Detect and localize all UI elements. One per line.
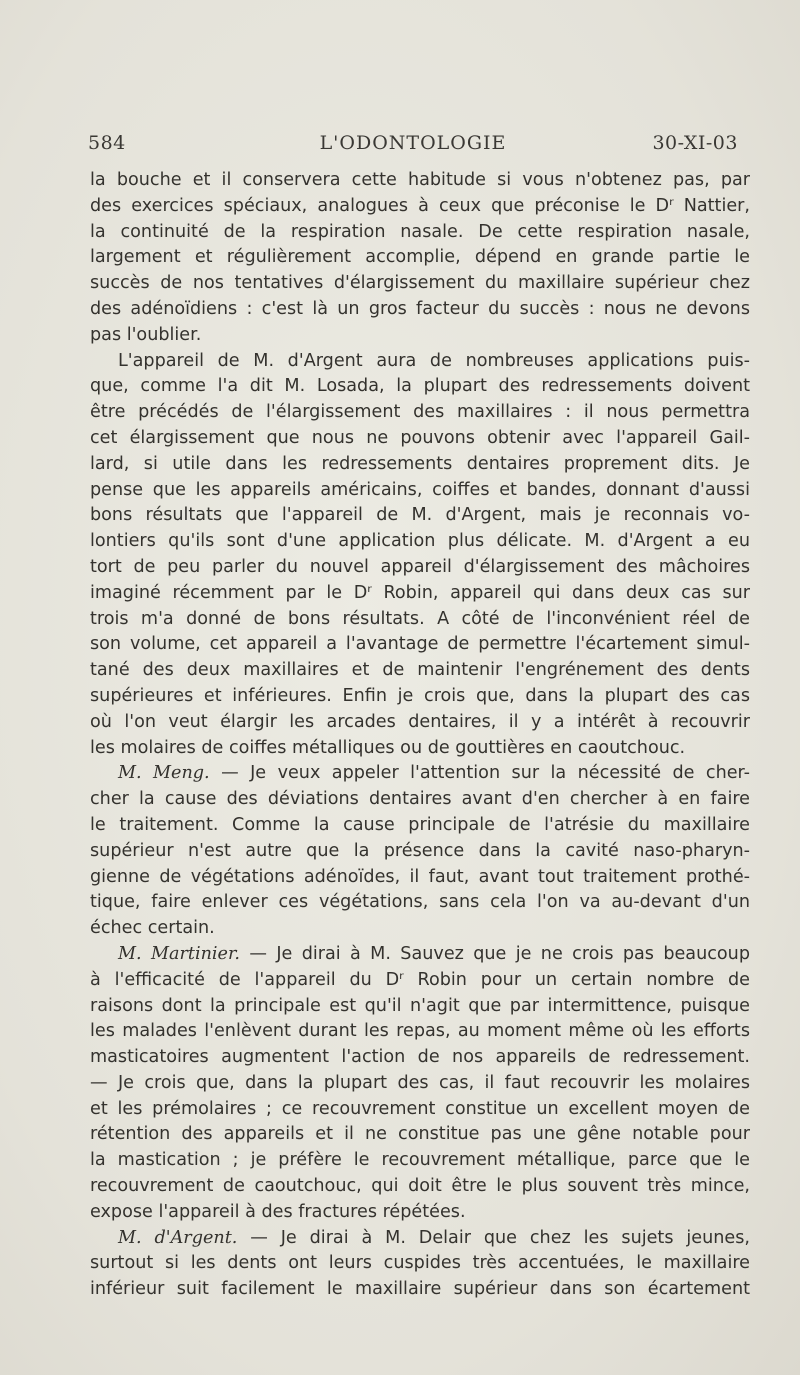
text-line: les molaires de coiffes métalliques ou de gouttières en caoutchouc. (90, 737, 686, 758)
text-line: tort de peu parler du nouvel appareil d'élargissement des mâchoires (90, 556, 750, 577)
text-line: la mastication ; je préfère le recouvrement métallique, parce que le (90, 1150, 750, 1171)
text-line: la bouche et il conservera cette habitude si vous n'obtenez pas, par (90, 170, 750, 190)
text-line: tané des deux maxillaires et de maintenir l'engrénement des dents (90, 660, 750, 681)
page-number: 584 (88, 132, 126, 154)
text-line: échec certain. (90, 918, 215, 939)
text-line: où l'on veut élargir les arcades dentaires, il y a intérêt à recouvrir (90, 711, 750, 732)
text-line: recouvrement de caoutchouc, qui doit être le plus souvent très mince, (90, 1176, 750, 1197)
text-line: des exercices spéciaux, analogues à ceux que préconise le Dʳ Nattier, (90, 195, 750, 216)
running-header (88, 132, 738, 160)
text-line: que, comme l'a dit M. Losada, la plupart des redressements doivent (90, 376, 750, 397)
text-line: inférieur suit facilement le maxillaire supérieur dans son écartement (90, 1279, 750, 1300)
text-line: cet élargissement que nous ne pouvons obtenir avec l'appareil Gail- (90, 427, 750, 448)
text-line: L'appareil de M. d'Argent aura de nombreuses applications puis- (118, 350, 750, 371)
text-line: son volume, cet appareil a l'avantage de permettre l'écartement simul- (90, 634, 750, 655)
text-line: surtout si les dents ont leurs cuspides très accentuées, le maxillaire (90, 1253, 750, 1274)
text-line: trois m'a donné de bons résultats. A côté de l'inconvénient réel de (90, 608, 750, 629)
speaker-name: M. Meng. (118, 763, 210, 784)
running-title: L'ODONTOLOGIE (319, 132, 507, 154)
text-line: et les prémolaires ; ce recouvrement constitue un excellent moyen de (90, 1098, 750, 1119)
text-line: à l'efficacité de l'appareil du Dʳ Robin pour un certain nombre de (90, 969, 750, 990)
text-line: lard, si utile dans les redressements dentaires proprement dits. Je (90, 453, 750, 474)
text-line: être précédés de l'élargissement des maxillaires : il nous permettra (90, 402, 750, 423)
text-line: — Je crois que, dans la plupart des cas, il faut recouvrir les molaires (90, 1072, 750, 1093)
text-line: largement et régulièrement accomplie, dépend en grande partie le (90, 247, 750, 268)
text-line (90, 1226, 750, 1252)
text-line: masticatoires augmentent l'action de nos appareils de redressement. (90, 1047, 750, 1068)
body-text (90, 168, 750, 1303)
text-line: pense que les appareils américains, coiffes et bandes, donnant d'aussi (90, 479, 750, 500)
text-line: bons résultats que l'appareil de M. d'Argent, mais je reconnais vo- (90, 505, 750, 526)
line-text: — Je dirai à M. Delair que chez les sujets jeunes, (237, 1227, 750, 1248)
text-line: pas l'oublier. (90, 324, 202, 345)
text-line (90, 942, 750, 968)
text-line: cher la cause des déviations dentaires avant d'en chercher à en faire (90, 789, 750, 810)
line-text: — Je veux appeler l'attention sur la nécessité de cher- (209, 763, 750, 784)
text-line: lontiers qu'ils sont d'une application plus délicate. M. d'Argent a eu (90, 531, 750, 552)
text-line: raisons dont la principale est qu'il n'agit que par intermittence, puisque (90, 995, 750, 1016)
issue-date: 30-XI-03 (652, 132, 738, 154)
text-line: succès de nos tentatives d'élargissement du maxillaire supérieur chez (90, 273, 750, 294)
text-line: le traitement. Comme la cause principale de l'atrésie du maxillaire (90, 814, 750, 835)
text-line: gienne de végétations adénoïdes, il faut, avant tout traitement prothé- (90, 866, 750, 887)
speaker-name: M. d'Argent. (118, 1227, 238, 1248)
text-line: expose l'appareil à des fractures répétées. (90, 1201, 466, 1222)
text-line (90, 761, 750, 787)
text-line: les malades l'enlèvent durant les repas, au moment même où les efforts (90, 1021, 750, 1042)
text-line: supérieur n'est autre que la présence dans la cavité naso-pharyn- (90, 840, 750, 861)
text-line: supérieures et inférieures. Enfin je crois que, dans la plupart des cas (90, 685, 750, 706)
speaker-name: M. Martinier. (118, 943, 241, 964)
text-line: rétention des appareils et il ne constitue pas une gêne notable pour (90, 1124, 750, 1145)
text-line: des adénoïdiens : c'est là un gros facteur du succès : nous ne devons (90, 298, 750, 319)
line-text: — Je dirai à M. Sauvez que je ne crois pas beaucoup (240, 943, 750, 964)
text-line: la continuité de la respiration nasale. De cette respiration nasale, (90, 221, 750, 242)
text-line: tique, faire enlever ces végétations, sans cela l'on va au-devant d'un (90, 892, 750, 913)
text-line: imaginé récemment par le Dʳ Robin, appareil qui dans deux cas sur (90, 582, 750, 603)
